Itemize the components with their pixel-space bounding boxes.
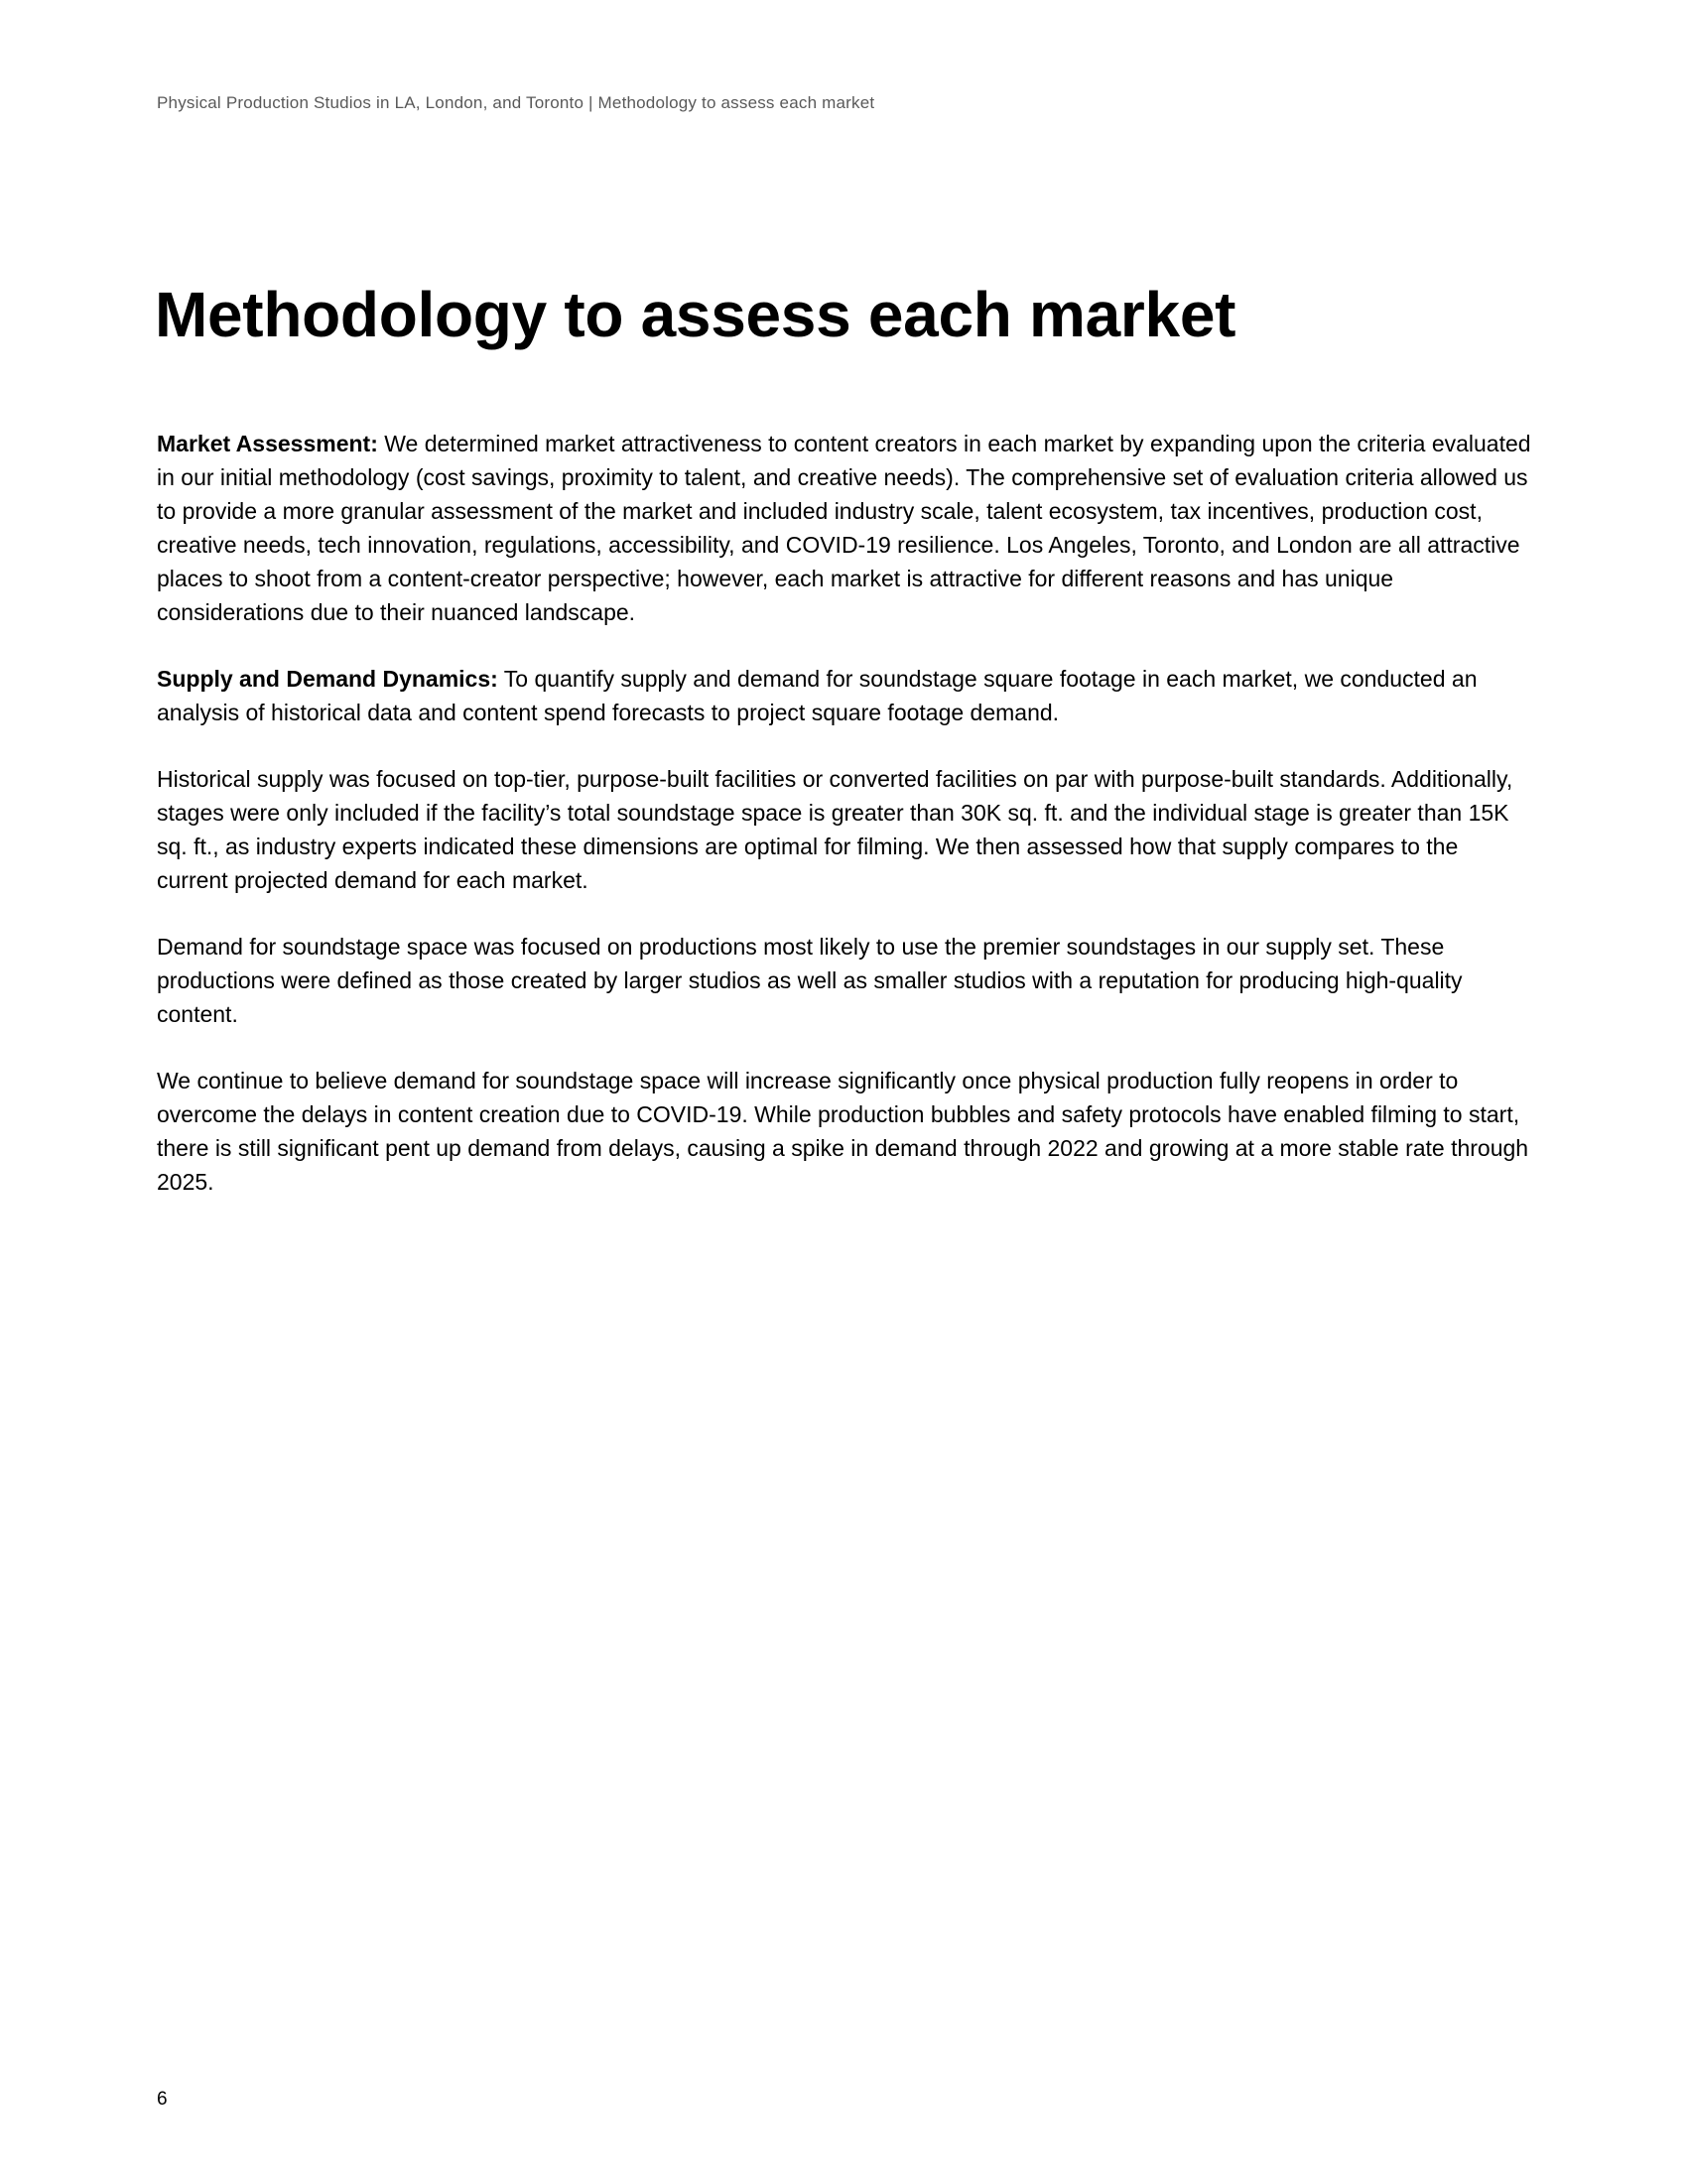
body-content: [157, 427, 1531, 1231]
market-assessment-label: Market Assessment:: [157, 431, 378, 456]
paragraph-market-assessment: [157, 427, 1531, 629]
paragraph-outlook: We continue to believe demand for soundstage space will increase significantly once physical production fully reopens in order to overcome the delays in content creation due to COVID-19. While production bubbles and safety protocols have enabled filming to start, there is still significant pent up demand from delays, causing a spike in demand through 2022 and growing at a more stable rate through 2025.: [157, 1068, 1529, 1195]
supply-demand-text: To quantify supply and demand for soundstage square footage in each market, we conducted an analysis of historical data and content spend forecasts to project square footage demand.: [157, 666, 1478, 725]
paragraph-supply-demand: [157, 662, 1531, 729]
market-assessment-text: We determined market attractiveness to content creators in each market by expanding upon the criteria evaluated in our initial methodology (cost savings, proximity to talent, and creative needs). The comprehensive set of evaluation criteria allowed us to provide a more granular assessment of the market and included industry scale, talent ecosystem, tax incentives, production cost, creative needs, tech innovation, regulations, accessibility, and COVID-19 resilience. Los Angeles, Toronto, and London are all attractive places to shoot from a content-creator perspective; however, each market is attractive for different reasons and has unique considerations due to their nuanced landscape.: [157, 431, 1531, 625]
page-title: Methodology to assess each market: [155, 279, 1236, 350]
paragraph-demand: Demand for soundstage space was focused on productions most likely to use the premier soundstages in our supply set. These productions were defined as those created by larger studios as well as smaller studios with a reputation for producing high-quality content.: [157, 934, 1463, 1027]
paragraph-historical-supply: Historical supply was focused on top-tier, purpose-built facilities or converted facilities on par with purpose-built standards. Additionally, stages were only included if the facility’s total soundstage space is greater than 30K sq. ft. and the individual stage is greater than 15K sq. ft., as industry experts indicated these dimensions are optimal for filming. We then assessed how that supply compares to the current projected demand for each market.: [157, 766, 1513, 893]
running-header: Physical Production Studios in LA, London, and Toronto | Methodology to assess each market: [157, 93, 875, 112]
page-number: 6: [157, 2089, 168, 2110]
supply-demand-label: Supply and Demand Dynamics:: [157, 666, 498, 692]
